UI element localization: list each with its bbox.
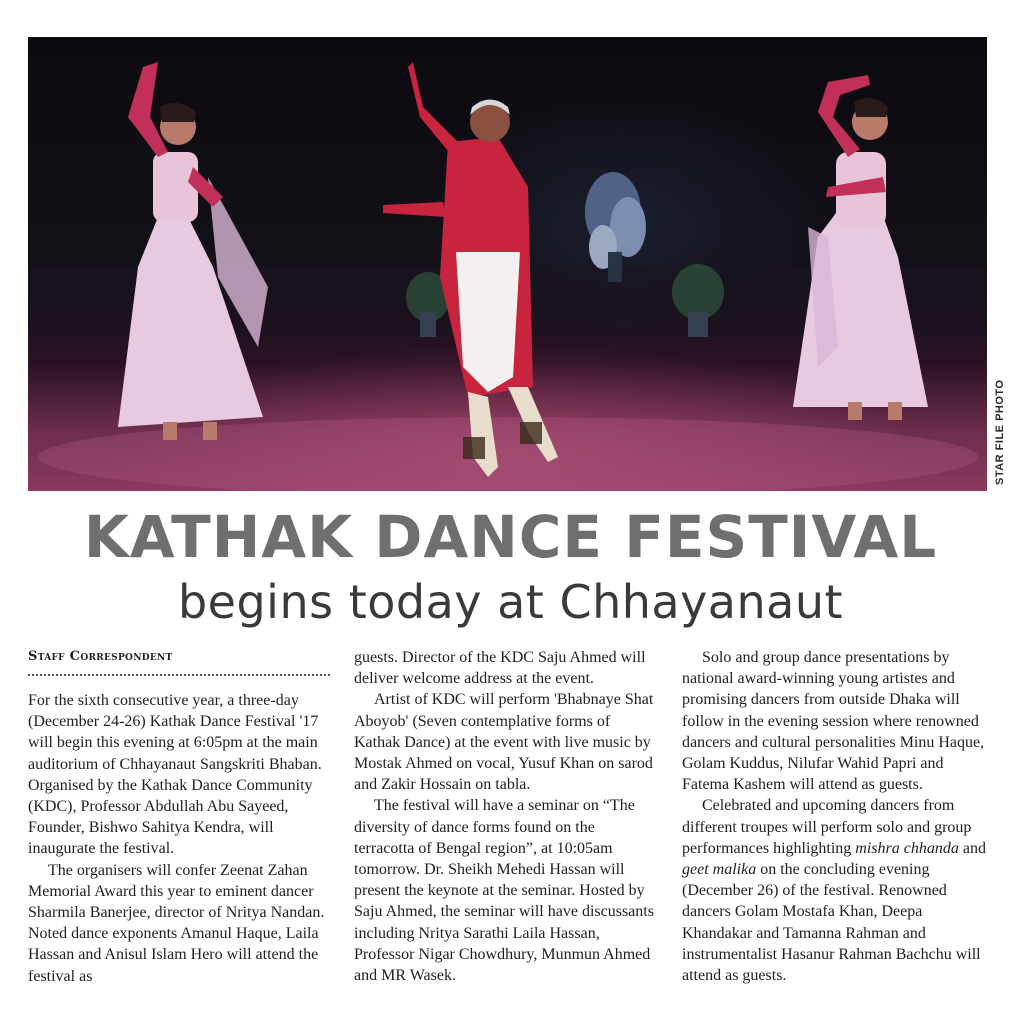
byline: Staff Correspondent — [28, 646, 330, 676]
paragraph: The festival will have a seminar on “The diversity of dance forms found on the terracotta of Bengal region”, at 10:05am tomorrow. Dr. Sheikh Mehedi Hassan will present the keynote at the seminar. Hosted by Saju Ahmed, the seminar will have discussants including Nritya Sarathi Laila Hassan, Professor Nigar Chowdhury, Munmun Ahmed and MR Wasek. — [354, 797, 654, 985]
dancers-illustration — [28, 37, 987, 491]
headline: KATHAK DANCE FESTIVAL — [83, 503, 938, 571]
article-column-1 — [28, 690, 333, 987]
dance-photo — [28, 37, 987, 491]
italic-term: geet malika — [682, 861, 757, 879]
paragraph: For the sixth consecutive year, a three-day (December 24-26) Kathak Dance Festival '17 will begin this evening at 6:05pm at the main auditorium of Chhayanaut Sangskriti Bhaban. Organised by the Kathak Dance Community (KDC), Professor Abdullah Abu Sayeed, Founder, Bishwo Sahitya Kendra, will inaugurate the festival. — [28, 692, 322, 858]
right-dancer — [793, 75, 928, 420]
paragraph: Solo and group dance presentations by national award-winning young artistes and promising dancers from outside Dhaka will follow in the evening session where renowned dancers and cultural personalities Minu Haque, Golam Kuddus, Nilufar Wahid Papri and Fatema Kashem will attend as guests. — [682, 649, 985, 794]
text-run: on the concluding evening (December 26) of the festival. Renowned dancers Golam Mostafa Khan, Deepa Khandakar and Tamanna Rahman and instrumentalist Hasanur Rahman Bachchu will attend as guests. — [682, 861, 981, 985]
article-column-3 — [682, 647, 987, 986]
text-run: and — [958, 839, 986, 857]
left-dancer — [118, 62, 268, 440]
paragraph — [682, 795, 987, 986]
article-column-2 — [354, 647, 659, 986]
subhead: begins today at Chhayanaut — [177, 575, 844, 629]
photo-credit: STAR FILE PHOTO — [994, 379, 1006, 486]
paragraph: guests. Director of the KDC Saju Ahmed will deliver welcome address at the event. — [354, 649, 646, 688]
paragraph: Artist of KDC will perform 'Bhabnaye Shat Aboyob' (Seven contemplative forms of Kathak Dance) at the event with live music by Mostak Ahmed on vocal, Yusuf Khan on sarod and Zakir Hossain on tabla. — [354, 691, 654, 794]
paragraph: The organisers will confer Zeenat Zahan Memorial Award this year to eminent dancer Sharmila Banerjee, director of Nritya Nandan. Noted dance exponents Amanul Haque, Laila Hassan and Anisul Islam Hero will attend the festival as — [28, 861, 325, 985]
italic-term: mishra chhanda — [855, 839, 959, 857]
text-run: Celebrated and upcoming dancers from different troupes will perform solo and group performances highlighting — [682, 797, 972, 857]
